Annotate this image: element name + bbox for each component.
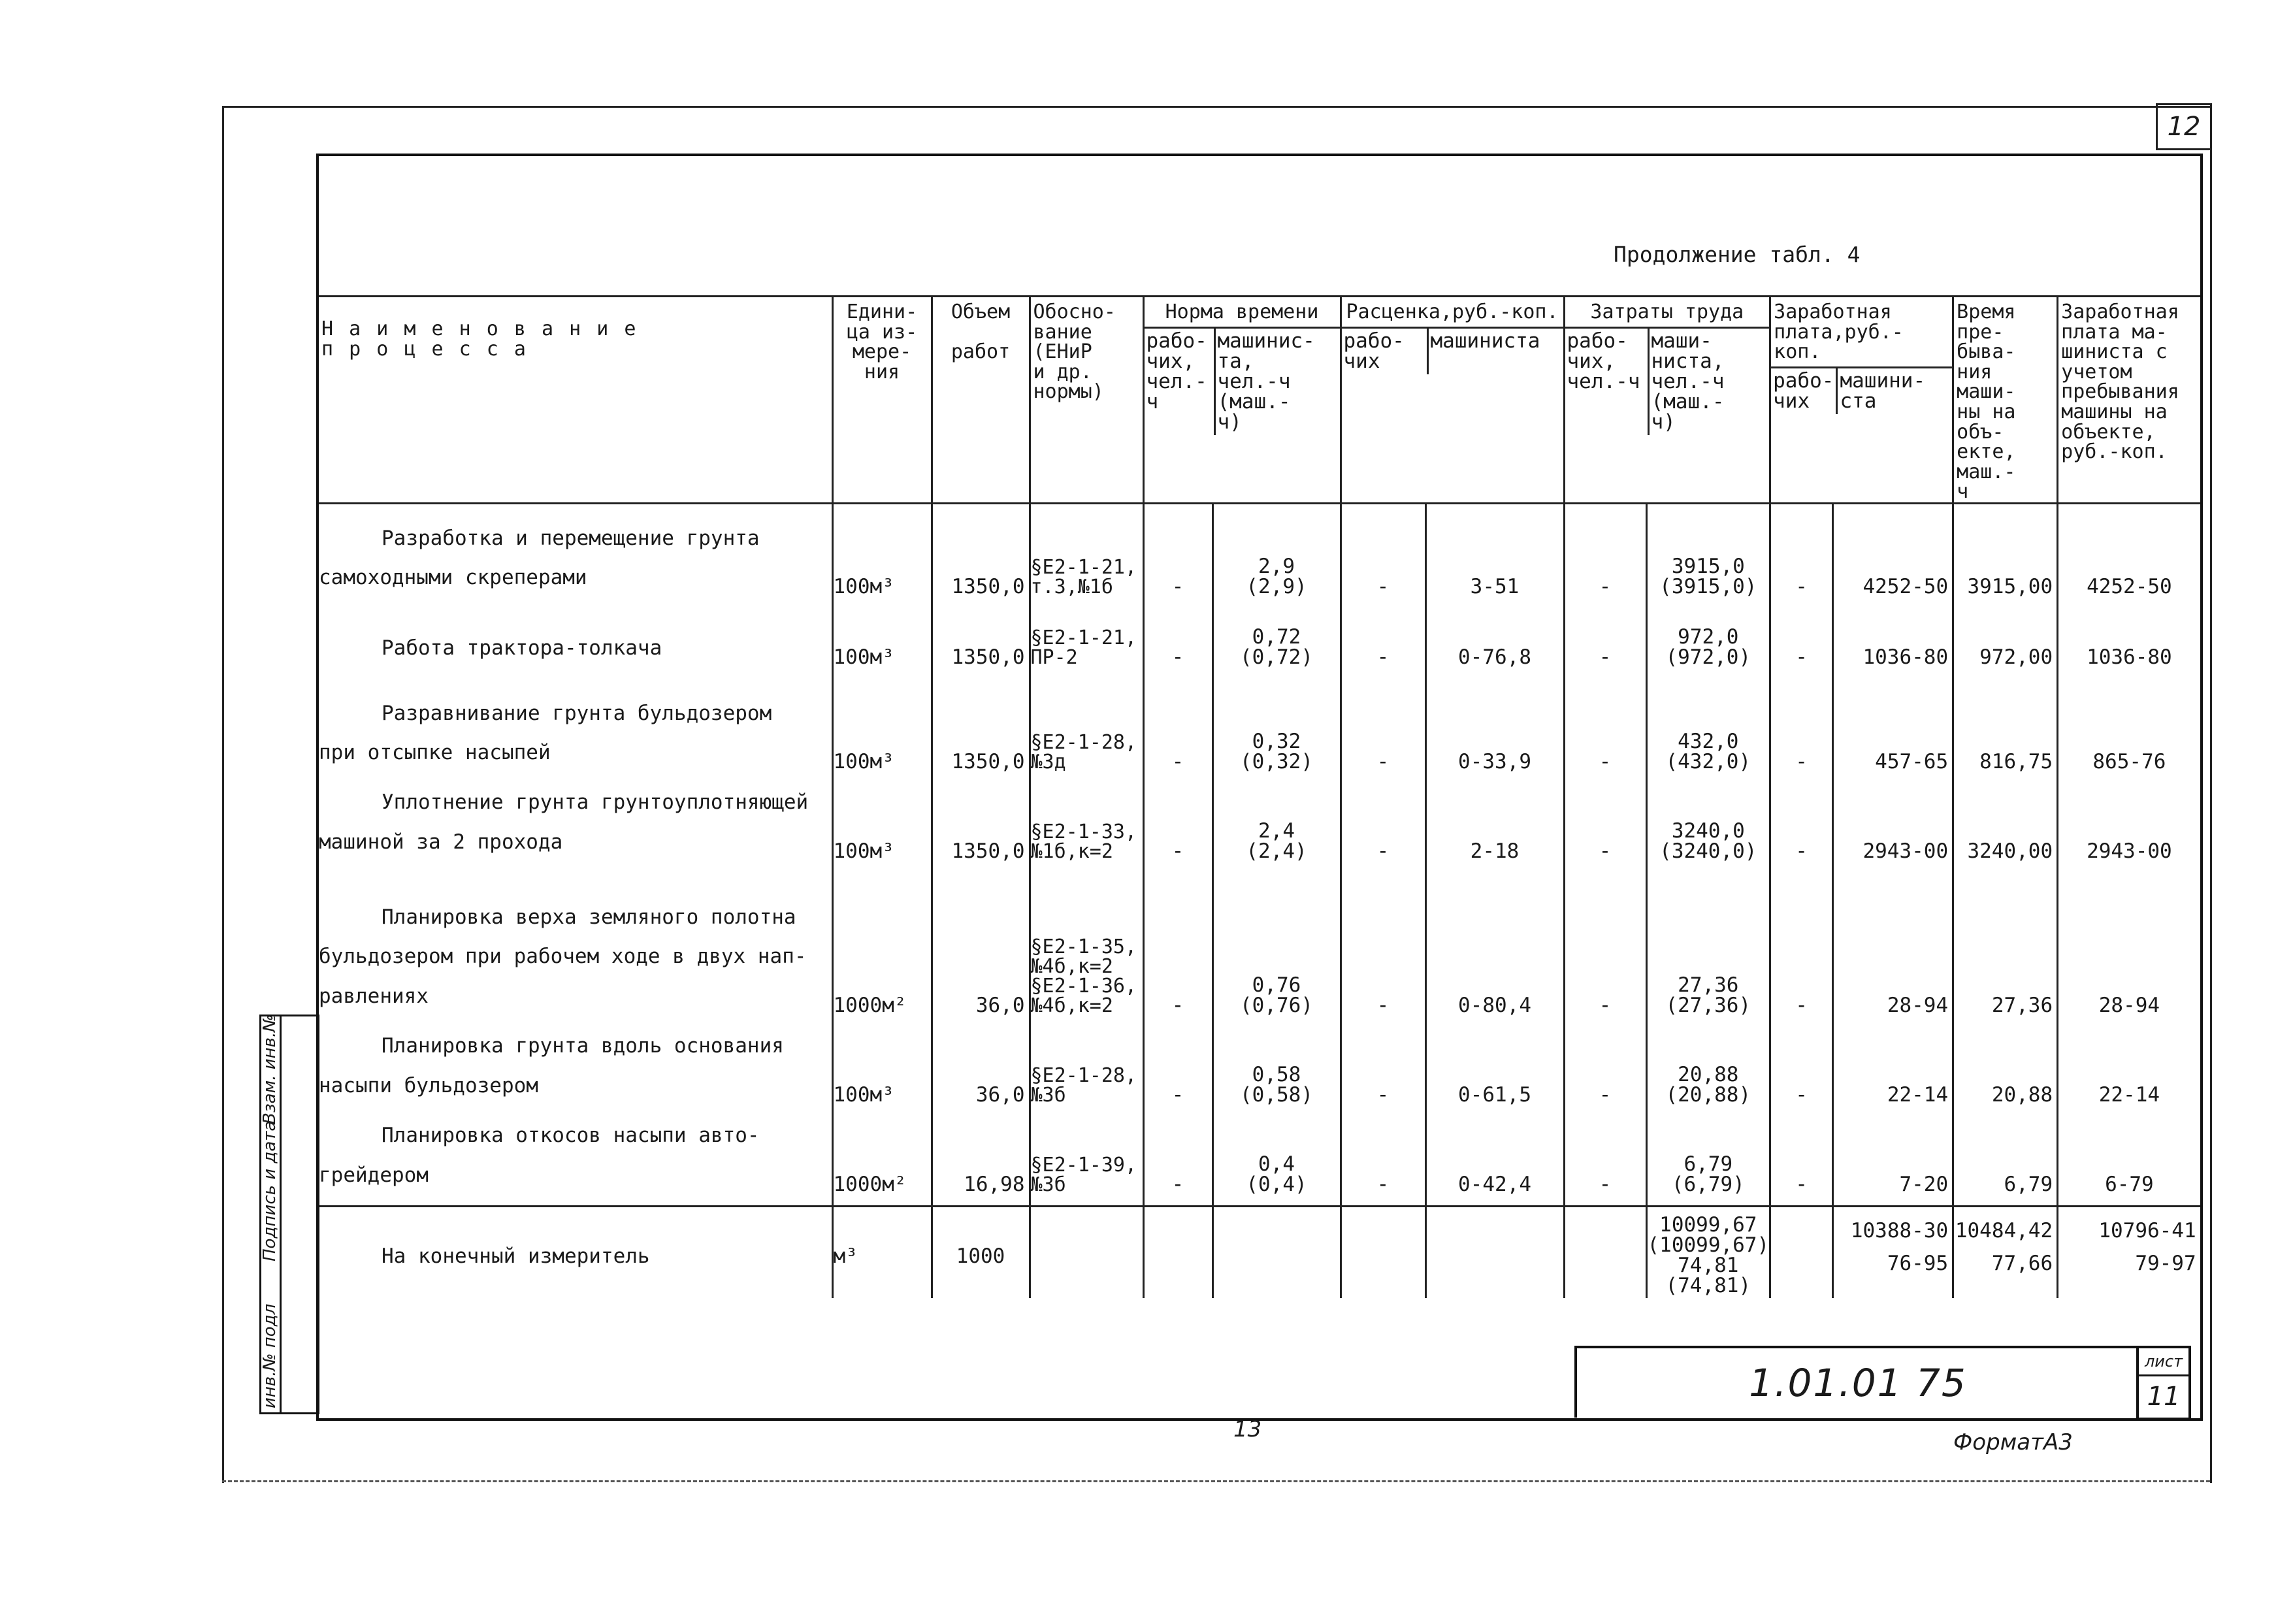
cell-basis: §Е2-1-35, №4б,к=2 §Е2-1-36, №4б,к=2 [1030, 872, 1143, 1026]
total-stay: 10484,42 77,66 [1953, 1207, 2058, 1298]
process-name-line1: Разработка и перемещение грунта [382, 526, 760, 550]
process-name-line2: самоходными скреперами [319, 566, 587, 589]
header-rate-machinist: машиниста [1427, 329, 1563, 374]
total-rate-m [1425, 1207, 1564, 1298]
header-norm [1143, 297, 1341, 504]
cell-pay: 4252-50 [2058, 503, 2200, 608]
side-stamp [259, 1015, 319, 1414]
table-row [319, 872, 2200, 1026]
total-row [319, 1207, 2200, 1298]
table-caption: Продолжение табл. 4 [1614, 242, 1861, 267]
cell-rate-m: 0-42,4 [1425, 1116, 1564, 1206]
header-rate-workers: рабо- чих [1343, 329, 1405, 373]
header-wage-title: Заработная плата,руб.-коп. [1774, 300, 1904, 364]
cell-rate-w: - [1341, 872, 1425, 1026]
side-label-sign: Подпись и дата [260, 1120, 280, 1261]
process-name-line1: Планировка верха земляного полотна бульдозером при рабочем ходе в двух нап- [319, 905, 807, 969]
cell-wage-m: 22-14 [1833, 1026, 1953, 1116]
header-unit: Едини- ца из- мере- ния [832, 297, 932, 504]
cell-basis: §Е2-1-21, т.3,№1б [1030, 503, 1143, 608]
cell-norm-m: 0,4 (0,4) [1212, 1116, 1341, 1206]
total-basis [1030, 1207, 1143, 1298]
header-wage-machinist: машини- ста [1836, 368, 1952, 414]
header-norm-machinist: машинис- та, чел.-ч (маш.- ч) [1214, 329, 1340, 435]
cell-norm-m: 0,72 (0,72) [1212, 608, 1341, 678]
cell-rate-w: - [1341, 608, 1425, 678]
norms-table [319, 295, 2200, 1298]
cell-pay: 1036-80 [2058, 608, 2200, 678]
header-rate-title: Расценка,руб.-коп. [1346, 300, 1559, 323]
sheet-number: 12 [2156, 103, 2212, 150]
cell-volume: 1350,0 [932, 503, 1030, 608]
process-name-line2: при отсыпке насыпей [319, 741, 551, 764]
cell-norm-m: 0,32 (0,32) [1212, 678, 1341, 783]
cell-wage-m: 457-65 [1833, 678, 1953, 783]
format-label: ФорматА3 [1953, 1429, 2073, 1455]
cell-rate-m: 3-51 [1425, 503, 1564, 608]
cell-rate-w: - [1341, 1116, 1425, 1206]
cell-labor-m: 27,36 (27,36) [1646, 872, 1770, 1026]
list-box [2136, 1346, 2191, 1420]
cell-wage-m: 1036-80 [1833, 608, 1953, 678]
cell-labor-m: 20,88 (20,88) [1646, 1026, 1770, 1116]
cell-norm-w: - [1143, 678, 1212, 783]
process-name [319, 783, 832, 872]
cell-wage-w: - [1770, 872, 1833, 1026]
process-name [319, 1026, 832, 1116]
process-name-line1: Уплотнение грунта грунтоуплотняющей [382, 790, 809, 815]
table-row [319, 503, 2200, 608]
header-labor-title: Затраты труда [1590, 300, 1744, 323]
cell-stay: 816,75 [1953, 678, 2058, 783]
list-number: 11 [2147, 1382, 2181, 1412]
cell-wage-w: - [1770, 608, 1833, 678]
cell-norm-w: - [1143, 1026, 1212, 1116]
process-name [319, 872, 832, 1026]
process-name [319, 678, 832, 783]
process-name-line1: Разравнивание грунта бульдозером [382, 701, 772, 725]
cell-basis: §Е2-1-33, №1б,к=2 [1030, 783, 1143, 872]
cell-stay: 3915,00 [1953, 503, 2058, 608]
cell-pay: 2943-00 [2058, 783, 2200, 872]
cell-wage-m: 7-20 [1833, 1116, 1953, 1206]
cell-wage-m: 28-94 [1833, 872, 1953, 1026]
cell-rate-m: 0-80,4 [1425, 872, 1564, 1026]
cell-norm-m: 0,58 (0,58) [1212, 1026, 1341, 1116]
cell-labor-w: - [1564, 608, 1646, 678]
side-divider [280, 1016, 282, 1412]
cell-norm-w: - [1143, 503, 1212, 608]
header-wage-workers: рабо- чих [1773, 368, 1834, 413]
header-basis: Обосно- вание (ЕНиР и др. нормы) [1030, 297, 1143, 504]
total-rate-w [1341, 1207, 1425, 1298]
cell-basis: §Е2-1-28, №3д [1030, 678, 1143, 783]
list-label: лист [2139, 1348, 2188, 1376]
process-name [319, 608, 832, 678]
total-labor-m: 10099,67 (10099,67) 74,81 (74,81) [1646, 1207, 1770, 1298]
cell-rate-m: 2-18 [1425, 783, 1564, 872]
total-norm-m [1212, 1207, 1341, 1298]
cell-labor-m: 6,79 (6,79) [1646, 1116, 1770, 1206]
cell-unit: 100м³ [832, 678, 932, 783]
table-row [319, 678, 2200, 783]
process-name-line2: Работа трактора-толкача [382, 636, 662, 660]
cell-stay: 972,00 [1953, 608, 2058, 678]
process-name-line1: Планировка грунта вдоль основания [382, 1034, 784, 1058]
document-code: 1.01.01 75 [1574, 1346, 2139, 1418]
cell-stay: 6,79 [1953, 1116, 2058, 1206]
table-row [319, 1026, 2200, 1116]
cell-rate-w: - [1341, 678, 1425, 783]
header-stay-time: Время пре- быва- ния маши- ны на объ- екте, маш.- ч [1953, 297, 2058, 504]
cell-rate-w: - [1341, 503, 1425, 608]
cell-rate-m: 0-76,8 [1425, 608, 1564, 678]
cell-rate-m: 0-61,5 [1425, 1026, 1564, 1116]
cell-stay: 3240,00 [1953, 783, 2058, 872]
table-row [319, 1116, 2200, 1206]
cell-volume: 36,0 [932, 1026, 1030, 1116]
process-name-line2: равлениях [319, 984, 429, 1008]
cell-wage-w: - [1770, 503, 1833, 608]
cell-wage-w: - [1770, 1116, 1833, 1206]
cell-norm-m: 2,4 (2,4) [1212, 783, 1341, 872]
cell-stay: 20,88 [1953, 1026, 2058, 1116]
cell-labor-w: - [1564, 1026, 1646, 1116]
cell-volume: 36,0 [932, 872, 1030, 1026]
cell-norm-w: - [1143, 1116, 1212, 1206]
total-wage-w [1770, 1207, 1833, 1298]
cell-unit: 1000м² [832, 872, 932, 1026]
process-name [319, 1116, 832, 1206]
cell-rate-m: 0-33,9 [1425, 678, 1564, 783]
header-norm-title: Норма времени [1165, 300, 1319, 323]
cell-wage-w: - [1770, 1026, 1833, 1116]
header-labor-machinist: маши- ниста, чел.-ч (маш.- ч) [1648, 329, 1770, 435]
cell-unit: 100м³ [832, 1026, 932, 1116]
header-name: Н а и м е н о в а н и е п р о ц е с с а [319, 297, 832, 504]
cell-norm-w: - [1143, 608, 1212, 678]
cell-pay: 6-79 [2058, 1116, 2200, 1206]
cell-unit: 100м³ [832, 783, 932, 872]
cell-wage-w: - [1770, 783, 1833, 872]
table-row [319, 608, 2200, 678]
header-norm-workers: рабо- чих, чел.-ч [1146, 329, 1207, 414]
cell-unit: 100м³ [832, 503, 932, 608]
cell-volume: 1350,0 [932, 608, 1030, 678]
table-header-row [319, 297, 2200, 504]
cell-labor-w: - [1564, 872, 1646, 1026]
cell-labor-w: - [1564, 678, 1646, 783]
cell-wage-m: 2943-00 [1833, 783, 1953, 872]
header-volume: Объем работ [932, 297, 1030, 504]
cell-labor-w: - [1564, 503, 1646, 608]
cell-volume: 1350,0 [932, 678, 1030, 783]
header-wage [1770, 297, 1953, 504]
cell-basis: §Е2-1-21, ПР-2 [1030, 608, 1143, 678]
cell-labor-m: 3915,0 (3915,0) [1646, 503, 1770, 608]
total-wage-m: 10388-30 76-95 [1833, 1207, 1953, 1298]
cell-basis: §Е2-1-28, №3б [1030, 1026, 1143, 1116]
cell-pay: 865-76 [2058, 678, 2200, 783]
table-row [319, 783, 2200, 872]
process-name-line2: машиной за 2 прохода [319, 830, 563, 854]
cell-unit: 1000м² [832, 1116, 932, 1206]
cell-labor-w: - [1564, 783, 1646, 872]
header-machinist-pay: Заработная плата ма- шиниста с учетом пребывания машины на объекте, руб.-коп. [2058, 297, 2200, 504]
outer-frame-bottom [222, 1480, 2210, 1482]
process-name-line2: насыпи бульдозером [319, 1073, 538, 1097]
cell-norm-w: - [1143, 872, 1212, 1026]
cell-stay: 27,36 [1953, 872, 2058, 1026]
process-name-line1: Планировка откосов насыпи авто- [382, 1124, 760, 1148]
cell-labor-w: - [1564, 1116, 1646, 1206]
header-labor-workers: рабо- чих, чел.-ч [1567, 329, 1640, 393]
cell-labor-m: 3240,0 (3240,0) [1646, 783, 1770, 872]
header-rate [1341, 297, 1564, 504]
cell-volume: 16,98 [932, 1116, 1030, 1206]
cell-rate-w: - [1341, 783, 1425, 872]
total-labor-w [1564, 1207, 1646, 1298]
cell-basis: §Е2-1-39, №3б [1030, 1116, 1143, 1206]
header-labor [1564, 297, 1770, 504]
process-name-line2: грейдером [319, 1163, 429, 1187]
cell-norm-w: - [1143, 783, 1212, 872]
cell-volume: 1350,0 [932, 783, 1030, 872]
cell-norm-m: 2,9 (2,9) [1212, 503, 1341, 608]
cell-pay: 28-94 [2058, 872, 2200, 1026]
page-number: 13 [1233, 1416, 1262, 1442]
total-norm-w [1143, 1207, 1212, 1298]
cell-norm-m: 0,76 (0,76) [1212, 872, 1341, 1026]
total-name: На конечный измеритель [319, 1207, 832, 1298]
cell-labor-m: 432,0 (432,0) [1646, 678, 1770, 783]
cell-wage-m: 4252-50 [1833, 503, 1953, 608]
cell-unit: 100м³ [832, 608, 932, 678]
process-name [319, 503, 832, 608]
cell-rate-w: - [1341, 1026, 1425, 1116]
total-unit: м³ [832, 1207, 932, 1298]
cell-pay: 22-14 [2058, 1026, 2200, 1116]
cell-wage-w: - [1770, 678, 1833, 783]
side-label-inv: инв.№ подл [260, 1303, 280, 1408]
cell-labor-m: 972,0 (972,0) [1646, 608, 1770, 678]
total-pay: 10796-41 79-97 [2058, 1207, 2200, 1298]
side-label-replace: Взам. инв.№ [260, 1014, 280, 1124]
total-volume: 1000 [932, 1207, 1030, 1298]
